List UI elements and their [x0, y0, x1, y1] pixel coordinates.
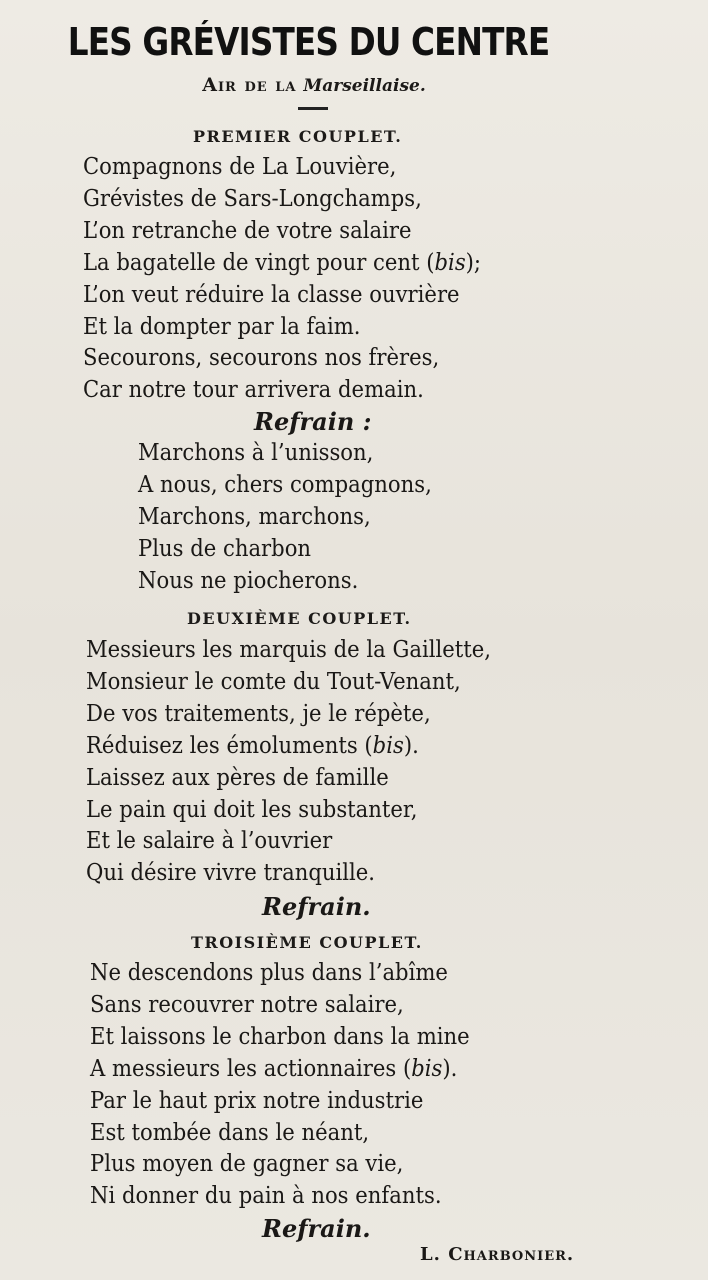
verse-line: Réduisez les émoluments (bis). — [86, 730, 419, 759]
verse-line: Compagnons de La Louvière, — [83, 152, 397, 180]
author-signature: L. Charbonier. — [420, 1244, 575, 1265]
verse-line: L’on veut réduire la classe ouvrière — [83, 279, 460, 308]
couplet-2-refrain-label: Refrain. — [262, 892, 371, 921]
verse-line: Est tombée dans le néant, — [90, 1117, 370, 1146]
bleed-through-texture — [520, 0, 708, 1280]
verse-line: Et le salaire à l’ouvrier — [86, 826, 333, 855]
subtitle-prefix: Air de la — [202, 74, 297, 96]
verse-line: Messieurs les marquis de la Gaillette, — [86, 635, 492, 663]
verse-line: Qui désire vivre tranquille. — [86, 858, 376, 887]
couplet-2-verse — [86, 634, 491, 889]
refrain-line: Marchons à l’unisson, — [138, 438, 374, 466]
verse-line: Grévistes de Sars-Longchamps, — [83, 183, 422, 212]
refrain-line: Marchons, marchons, — [138, 501, 371, 530]
verse-line: De vos traitements, je le répète, — [86, 698, 431, 727]
verse-line: Le pain qui doit les substanter, — [86, 794, 418, 823]
verse-line: La bagatelle de vingt pour cent (bis); — [83, 247, 482, 276]
verse-line: Et la dompter par la faim. — [83, 311, 361, 340]
title-divider — [298, 107, 328, 110]
refrain-line: Nous ne piocherons. — [138, 565, 359, 594]
couplet-1-refrain-label: Refrain : — [254, 407, 372, 436]
bis-mark: bis — [434, 247, 466, 276]
refrain-line: A nous, chers compagnons, — [138, 469, 432, 498]
couplet-3-heading: TROISIÈME COUPLET. — [191, 933, 423, 952]
couplet-1-heading: PREMIER COUPLET. — [193, 127, 403, 146]
verse-line: Ne descendons plus dans l’abîme — [90, 958, 448, 986]
refrain-line: Plus de charbon — [138, 533, 312, 562]
bis-mark: bis — [411, 1053, 443, 1082]
couplet-2-heading: DEUXIÈME COUPLET. — [187, 609, 412, 628]
bis-mark: bis — [372, 730, 404, 759]
verse-line: Ni donner du pain à nos enfants. — [90, 1181, 442, 1210]
verse-line: Plus moyen de gagner sa vie, — [90, 1149, 404, 1178]
verse-line: Et laissons le charbon dans la mine — [90, 1021, 470, 1050]
refrain-verse — [138, 437, 432, 597]
verse-line: L’on retranche de votre salaire — [83, 215, 412, 244]
subtitle-tune: Marseillaise. — [303, 76, 426, 96]
song-subtitle — [0, 74, 628, 96]
song-title: LES GRÉVISTES DU CENTRE — [67, 20, 550, 64]
verse-line: Car notre tour arrivera demain. — [83, 375, 424, 404]
verse-line: Sans recouvrer notre salaire, — [90, 989, 404, 1018]
verse-line: Par le haut prix notre industrie — [90, 1085, 424, 1114]
couplet-3-refrain-label: Refrain. — [262, 1214, 371, 1243]
couplet-3-verse — [90, 957, 470, 1212]
verse-line: A messieurs les actionnaires (bis). — [90, 1053, 458, 1082]
couplet-1-verse — [83, 151, 481, 406]
verse-line: Laissez aux pères de famille — [86, 762, 389, 791]
verse-line: Monsieur le comte du Tout-Venant, — [86, 666, 461, 695]
verse-line: Secourons, secourons nos frères, — [83, 343, 440, 372]
